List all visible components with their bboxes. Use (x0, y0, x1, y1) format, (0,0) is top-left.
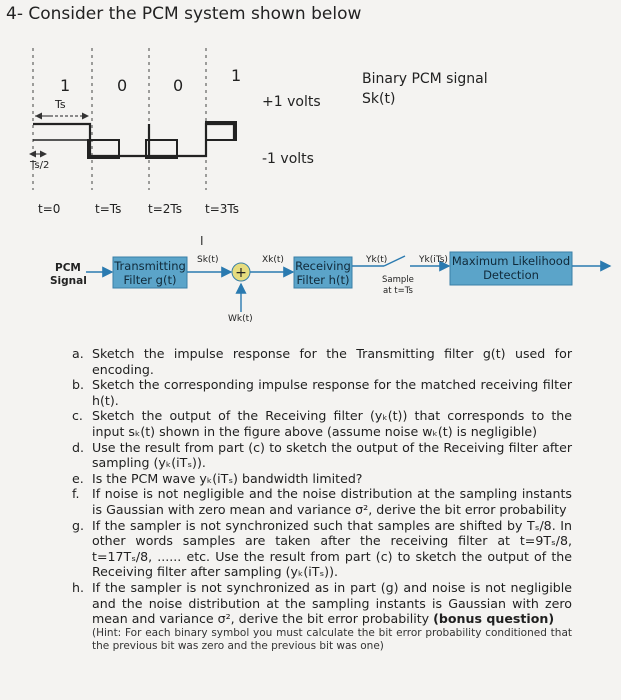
adder-symbol: + (235, 265, 247, 281)
sample-label: Sample (382, 275, 414, 285)
question-label: a. (72, 346, 84, 361)
yk-label: Yk(t) (366, 255, 388, 265)
question-text: Is the PCM wave yₖ(iTₛ) bandwidth limited? (92, 470, 363, 486)
question-text: If the sampler is not synchronized as in part (g) and noise is not negligible and the noise distribution at the sampling instants is Gaussian with zero mean and variance σ², derive the bit error probability (92, 579, 572, 627)
question-label: e. (72, 470, 84, 486)
bit-label: 0 (117, 76, 128, 95)
question-text: Sketch the impulse response for the Transmitting filter g(t) used for encoding. (92, 346, 572, 377)
time-label: t=2Ts (148, 202, 182, 216)
question-item (72, 377, 572, 408)
time-label: t=0 (38, 202, 61, 216)
question-text: Use the result from part (c) to sketch the output of the Receiving filter after sampling (yₖ(iTₛ)). (92, 439, 572, 471)
question-item (72, 580, 572, 653)
question-item (72, 408, 572, 439)
bonus-label: (bonus question) (433, 611, 555, 627)
pcm-figure (0, 0, 621, 340)
bit-boundary-lines (33, 48, 206, 190)
bit-label: 1 (231, 66, 242, 85)
question-item (72, 346, 572, 377)
pcm-input-label: Signal (50, 275, 87, 287)
cursor-icon: I (200, 234, 204, 248)
receiving-filter-label: Receiving (295, 259, 351, 273)
time-label: t=Ts (95, 202, 122, 216)
plus-volts-label: +1 volts (262, 94, 321, 110)
question-label: h. (72, 579, 84, 595)
transmitting-filter-label: Transmitting (114, 259, 186, 273)
hint-text: (Hint: For each binary symbol you must calculate the bit error probability conditioned that the previous bit was zero and the previous bit was one) (92, 626, 572, 652)
question-title: 4- Consider the PCM system shown below (6, 4, 362, 24)
xk-label: Xk(t) (262, 255, 284, 265)
sample-label: at t=Ts (383, 286, 413, 296)
question-label: g. (72, 517, 84, 533)
minus-volts-label: -1 volts (262, 151, 314, 167)
question-item (72, 518, 572, 580)
question-text: Sketch the output of the Receiving filter (yₖ(t)) that corresponds to the input sₖ(t) shown in the figure above (assume noise wₖ(t) is negligible) (92, 408, 572, 439)
question-label: b. (72, 377, 84, 393)
bit-label: 0 (173, 76, 184, 95)
half-ts-label: Ts/2 (30, 160, 50, 171)
receiving-filter-label: Filter h(t) (296, 273, 350, 287)
signal-name: Sk(t) (362, 91, 396, 107)
question-label: f. (72, 486, 80, 502)
question-label: d. (72, 439, 84, 455)
question-text: If the sampler is not synchronized such that samples are shifted by Tₛ/8. In other words samples are taken after the receiving filter at t=9Tₛ/8, t=17Tₛ/8, ...... etc. Use the result from part (c) to sketch the output of the Receiving filter after sampling (yₖ(iTₛ)). (92, 517, 572, 580)
question-item (72, 471, 572, 487)
time-label: t=3Ts (205, 202, 239, 216)
bit-label: 1 (60, 76, 71, 95)
question-label: c. (72, 408, 83, 424)
pcm-input-label: PCM (55, 262, 81, 274)
transmitting-filter-label: Filter g(t) (123, 273, 177, 287)
signal-title: Binary PCM signal (362, 71, 488, 87)
yk-its-label: Yk(iTs) (419, 255, 448, 265)
ml-detection-label: Detection (483, 268, 539, 282)
question-list (72, 346, 572, 653)
question-text: If noise is not negligible and the noise distribution at the sampling instants is Gaussian with zero mean and variance σ², derive the bit error probability (92, 486, 572, 517)
sk-label: Sk(t) (197, 255, 219, 265)
question-item (72, 440, 572, 471)
question-text: Sketch the corresponding impulse response for the matched receiving filter h(t). (92, 377, 572, 408)
noise-label: Wk(t) (228, 314, 253, 324)
ts-label: Ts (55, 98, 66, 111)
question-item (72, 486, 572, 517)
ml-detection-label: Maximum Likelihood (451, 254, 571, 268)
